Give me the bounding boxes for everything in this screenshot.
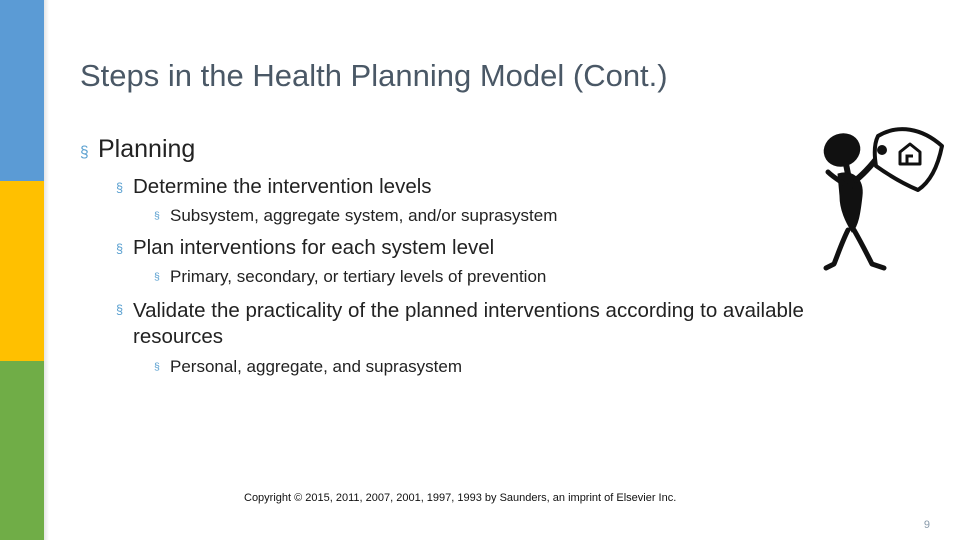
bullet-marker: § <box>154 361 160 374</box>
bullet-level3-item3-sub <box>80 358 830 377</box>
bullet-level3-item2-sub <box>80 268 830 287</box>
bullet-text: Validate the practicality of the planned interventions according to available resources <box>133 298 804 348</box>
bullet-text: Subsystem, aggregate system, and/or suprasystem <box>170 206 558 226</box>
bullet-marker: § <box>116 301 124 317</box>
bullet-marker: § <box>116 240 124 256</box>
bullet-text: Primary, secondary, or tertiary levels of prevention <box>170 267 547 287</box>
bullet-level2-item3 <box>80 298 830 349</box>
bullet-level3-item1-sub <box>80 207 830 226</box>
page-number: 9 <box>923 519 930 531</box>
bullet-marker: § <box>116 179 124 195</box>
person-holding-house-sign-icon <box>812 122 952 272</box>
bullet-text: Planning <box>98 135 196 163</box>
side-bar-yellow-segment <box>0 181 44 361</box>
bullet-text: Personal, aggregate, and suprasystem <box>170 357 463 377</box>
bullet-text: Plan interventions for each system level <box>133 235 495 259</box>
bullet-level1-planning <box>80 136 830 164</box>
bullet-marker: § <box>154 210 160 223</box>
side-bar-blue-segment <box>0 0 44 181</box>
side-bar-shadow <box>44 0 49 540</box>
side-accent-bar <box>0 0 44 540</box>
bullet-text: Determine the intervention levels <box>133 174 432 198</box>
side-bar-green-segment <box>0 361 44 540</box>
bullet-marker: § <box>154 271 160 284</box>
copyright-notice: Copyright © 2015, 2011, 2007, 2001, 1997, 1993 by Saunders, an imprint of Elsevier Inc. <box>244 492 677 504</box>
bullet-level2-item2 <box>80 237 830 260</box>
bullet-level2-item1 <box>80 176 830 199</box>
bullet-list <box>80 136 830 388</box>
bullet-marker: § <box>80 144 89 161</box>
slide-title: Steps in the Health Planning Model (Cont.) <box>80 58 668 93</box>
